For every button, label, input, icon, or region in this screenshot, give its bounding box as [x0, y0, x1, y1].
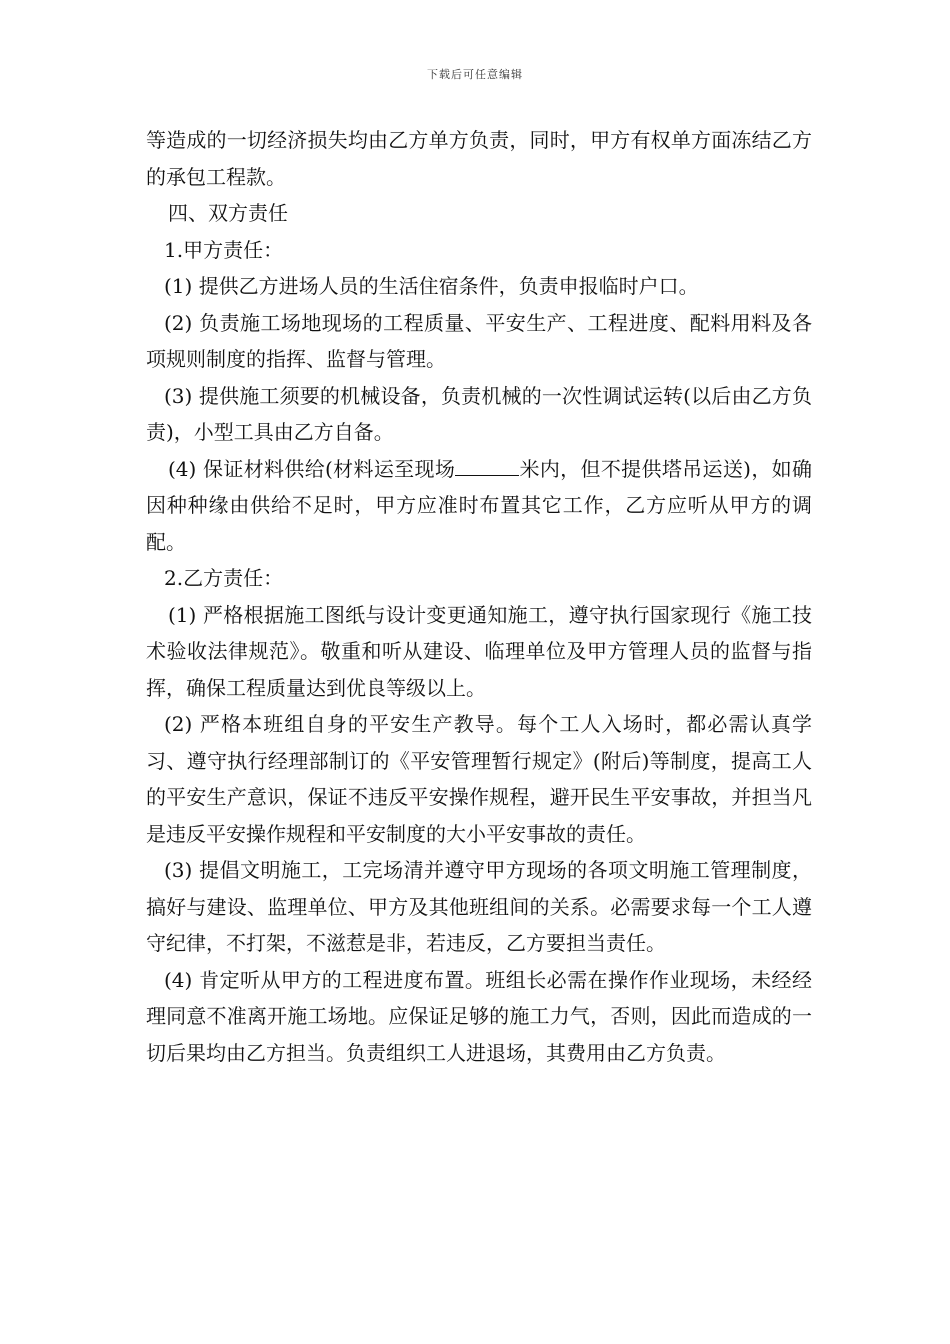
section-heading-responsibilities: 四、双方责任 [168, 201, 288, 225]
subheading-party-a: 1.甲方责任： [164, 237, 284, 262]
party-b-item-1: (1) 严格根据施工图纸与设计变更通知施工，遵守执行国家现行《施工技术验收法律规范》。敬重和听从建设、临理单位及甲方管理人员的监督与指挥，确保工程质量达到优良等级以上。 [146, 602, 812, 700]
document-body [146, 122, 812, 1071]
party-b-item-4: (4) 肯定听从甲方的工程进度布置。班组长必需在操作作业现场，未经经理同意不准离开施工场地。应保证足够的施工力气，否则，因此而造成的一切后果均由乙方担当。负责组织工人进退场，其费用由乙方负责。 [146, 967, 812, 1065]
party-a-item-3: (3) 提供施工须要的机械设备，负责机械的一次性调试运转(以后由乙方负责)，小型工具由乙方自备。 [146, 383, 812, 444]
paragraph-loss-responsibility: 等造成的一切经济损失均由乙方单方负责，同时，甲方有权单方面冻结乙方的承包工程款。 [146, 128, 812, 189]
party-a-item-4-start: (4) 保证材料供给(材料运至现场 [168, 456, 456, 481]
subheading-party-b: 2.乙方责任： [164, 566, 284, 590]
fill-in-blank [455, 457, 519, 476]
party-a-item-1: (1) 提供乙方进场人员的生活住宿条件，负责申报临时户口。 [164, 274, 699, 298]
page-header: 下载后可任意编辑 [427, 68, 523, 81]
party-b-item-2: (2) 严格本班组自身的平安生产教导。每个工人入场时，都必需认真学习、遵守执行经理部制订的《平安管理暂行规定》(附后)等制度，提高工人的平安生产意识，保证不违反平安操作规程，避开民生平安事故，并担当凡是违反平安操作规程和平安制度的大小平安事故的责任。 [146, 712, 812, 846]
party-a-item-4 [146, 451, 812, 561]
party-b-item-3: (3) 提倡文明施工，工完场清并遵守甲方现场的各项文明施工管理制度，搞好与建设、监理单位、甲方及其他班组间的关系。必需要求每一个工人遵守纪律，不打架，不滋惹是非，若违反，乙方要担当责任。 [146, 858, 812, 955]
party-a-item-4-end: 米内，但不提供塔吊运送)，如确因种种缘由供给不足时，甲方应准时布置其它工作，乙方应听从甲方的调配。 [146, 456, 812, 554]
party-a-item-2: (2) 负责施工场地现场的工程质量、平安生产、工程进度、配料用料及各项规则制度的指挥、监督与管理。 [146, 310, 812, 371]
